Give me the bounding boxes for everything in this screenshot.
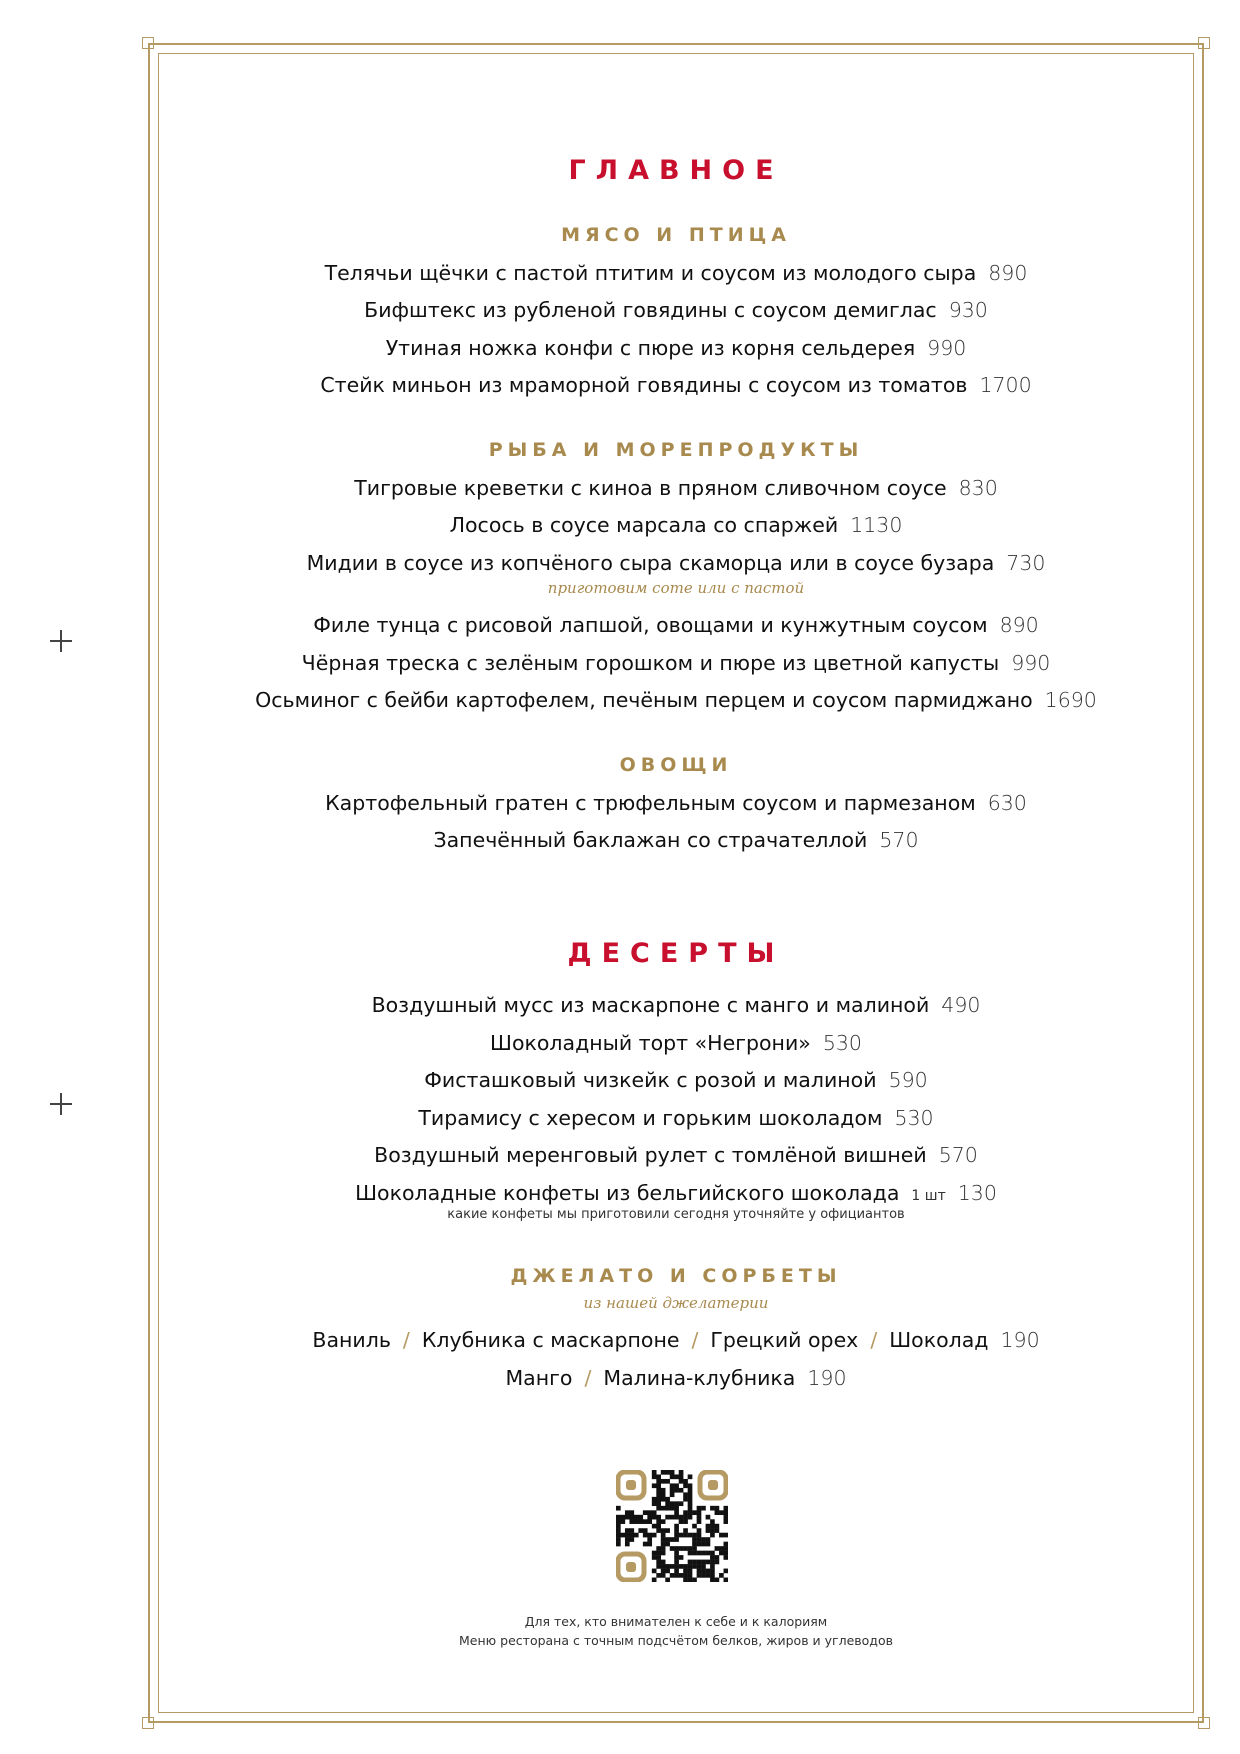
gelato-line: Манго / Малина-клубника 190: [505, 1366, 847, 1390]
menu-item: Воздушный мусс из маскарпоне с манго и малиной 490: [371, 993, 981, 1017]
qr-code[interactable]: [616, 1470, 728, 1582]
footer-line-2: Меню ресторана с точным подсчётом белков, жиров и углеводов: [459, 1633, 893, 1648]
border-corner: [1198, 37, 1210, 49]
menu-item: Чёрная треска с зелёным горошком и пюре из цветной капусты 990: [301, 651, 1051, 675]
menu-item: Шоколадный торт «Негрони» 530: [490, 1031, 862, 1055]
menu-item: Филе тунца с рисовой лапшой, овощами и кунжутным соусом 890: [313, 613, 1039, 637]
border-corner: [142, 37, 154, 49]
section-title-main: ГЛАВНОЕ: [568, 155, 784, 186]
menu-item: Тигровые креветки с киноа в пряном сливочном соусе 830: [354, 476, 998, 500]
mussels-note: приготовим соте или с пастой: [547, 579, 805, 597]
menu-item: Бифштекс из рубленой говядины с соусом демиглас 930: [364, 298, 988, 322]
border-corner: [1198, 1717, 1210, 1729]
menu-item: Картофельный гратен с трюфельным соусом и пармезаном 630: [325, 791, 1027, 815]
menu-item: Осьминог с бейби картофелем, печёным перцем и соусом пармиджано 1690: [255, 688, 1097, 712]
menu-item: Лосось в соусе марсала со спаржей 1130: [449, 513, 903, 537]
menu-item: Стейк миньон из мраморной говядины с соусом из томатов 1700: [320, 373, 1032, 397]
candy-note: какие конфеты мы приготовили сегодня уточняйте у официантов: [447, 1207, 905, 1222]
menu-item: Тирамису с хересом и горьким шоколадом 530: [418, 1106, 934, 1130]
menu-item: Воздушный меренговый рулет с томлёной вишней 570: [374, 1143, 978, 1167]
crop-mark: [50, 1093, 72, 1115]
crop-mark: [50, 630, 72, 652]
menu-item: Фисташковый чизкейк с розой и малиной 590: [424, 1068, 928, 1092]
menu-item: Шоколадные конфеты из бельгийского шоколада 1 шт 130: [355, 1181, 997, 1205]
subsection-title-meat: МЯСО И ПТИЦА: [561, 224, 791, 246]
menu-item: Запечённый баклажан со страчателлой 570: [433, 828, 919, 852]
menu-item: Мидии в соусе из копчёного сыра скаморца или в соусе бузара 730: [306, 551, 1046, 575]
gelato-subtitle: из нашей джелатерии: [583, 1294, 769, 1312]
gelato-line: Ваниль / Клубника с маскарпоне / Грецкий орех / Шоколад 190: [312, 1328, 1040, 1352]
menu-item: Утиная ножка конфи с пюре из корня сельдерея 990: [385, 336, 967, 360]
footer-line-1: Для тех, кто внимателен к себе и к калориям: [524, 1614, 828, 1629]
subsection-title-gelato: ДЖЕЛАТО И СОРБЕТЫ: [510, 1265, 842, 1287]
border-corner: [142, 1717, 154, 1729]
menu-item: Телячьи щёчки с пастой птитим и соусом из молодого сыра 890: [324, 261, 1028, 285]
subsection-title-veg: ОВОЩИ: [619, 754, 733, 776]
subsection-title-fish: РЫБА И МОРЕПРОДУКТЫ: [488, 439, 864, 461]
section-title-desserts: ДЕСЕРТЫ: [567, 938, 785, 969]
